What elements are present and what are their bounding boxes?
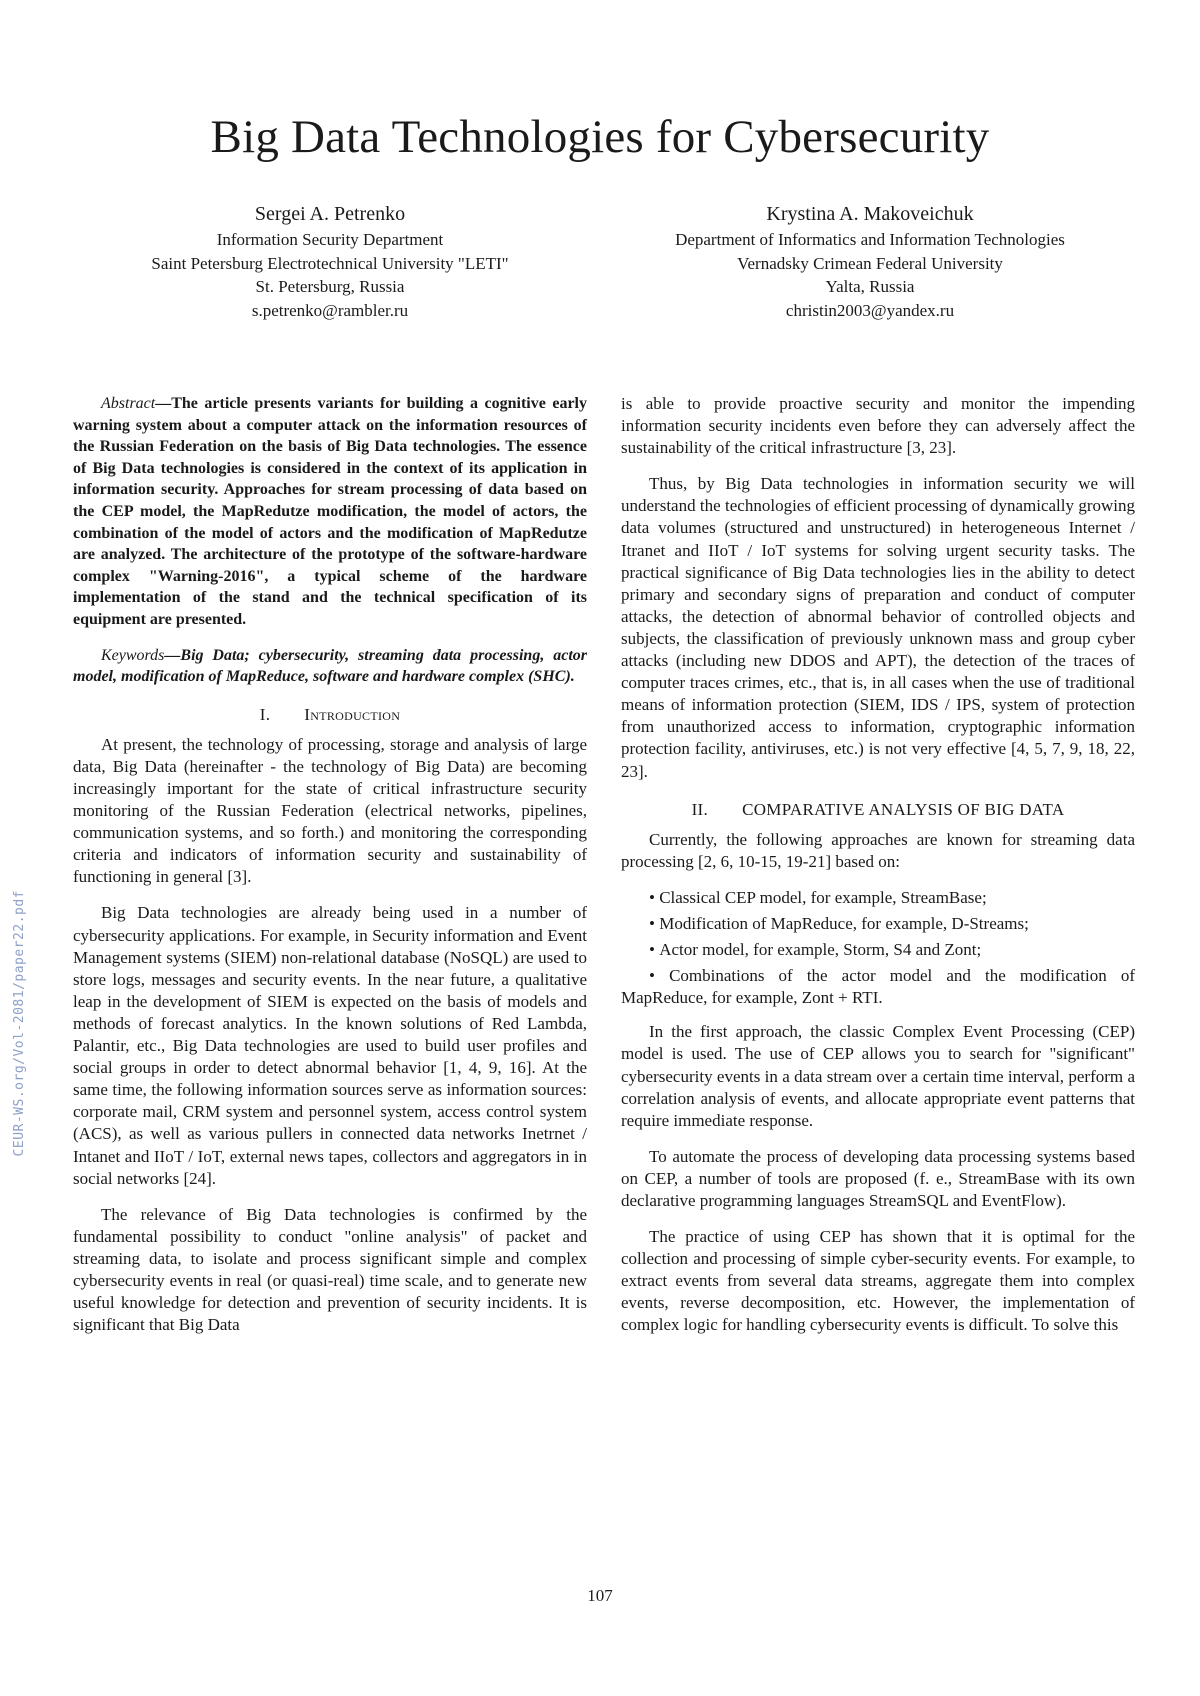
keywords-text: —Big Data; cybersecurity, streaming data processing, actor model, modification of MapReduce, software and hardware complex (SHC). bbox=[73, 646, 587, 686]
left-column bbox=[73, 393, 587, 1350]
page-number: 107 bbox=[587, 1586, 613, 1605]
paragraph: In the first approach, the classic Complex Event Processing (CEP) model is used. The use of CEP allows you to search for "significant" cybersecurity events in a data stream over a certain time interval, perform a correlation analysis of events, and allocate appropriate event patterns that require immediate response. bbox=[621, 1022, 1135, 1130]
author-block-1 bbox=[90, 200, 570, 322]
author-email: christin2003@yandex.ru bbox=[785, 300, 955, 320]
right-column bbox=[621, 393, 1135, 1351]
list-item: • Combinations of the actor model and the modification of MapReduce, for example, Zont + RTI. bbox=[621, 965, 1135, 1009]
section-heading-introduction bbox=[73, 704, 587, 726]
section-number: I. bbox=[259, 704, 271, 724]
author-name: Krystina A. Makoveichuk bbox=[766, 203, 974, 225]
abstract bbox=[73, 393, 587, 631]
author-university: Vernadsky Crimean Federal University bbox=[737, 253, 1003, 273]
paragraph: Thus, by Big Data technologies in information security we will understand the technologies of efficient processing of dynamically growing data volumes (structured and unstructured) in heterogeneous Internet / Itranet and IIoT / IoT systems for solving urgent security tasks. The practical significance of Big Data technologies lies in the ability to detect primary and secondary signs of preparation and conduct of computer attacks, the detection of abnormal behavior of controlled objects and subjects, the classification of previously unknown mass and group cyber attacks (including new DDOS and APT), the detection of the traces of computer traces crimes, etc., that is, in all cases when the use of traditional means of information protection (SIEM, IDS / IPS, system of protection from unauthorized access to information, cryptographic information protection facility, antiviruses, etc.) is not very effective [4, 5, 7, 9, 18, 22, 23]. bbox=[621, 474, 1135, 781]
section-title: COMPARATIVE ANALYSIS OF BIG DATA bbox=[742, 799, 1065, 819]
paragraph: To automate the process of developing data processing systems based on CEP, a number of tools are proposed (f. e., StreamBase with its own declarative programming languages StreamSQL and EventFlow). bbox=[621, 1146, 1135, 1210]
author-university: Saint Petersburg Electrotechnical University "LETI" bbox=[151, 253, 509, 273]
author-email: s.petrenko@rambler.ru bbox=[251, 300, 409, 320]
author-location: St. Petersburg, Russia bbox=[255, 277, 405, 296]
author-block-2 bbox=[620, 200, 1120, 322]
paragraph: The relevance of Big Data technologies is confirmed by the fundamental possibility to conduct "online analysis" of packet and streaming data, to isolate and process significant simple and complex cybersecurity events in real (or quasi-real) time scale, and to generate new useful knowledge for detection and prevention of security incidents. It is significant that Big Data bbox=[73, 1204, 587, 1335]
section-title: Introduction bbox=[304, 704, 401, 724]
author-name: Sergei A. Petrenko bbox=[254, 203, 406, 225]
paragraph: Big Data technologies are already being used in a number of cybersecurity applications. For example, in Security information and Event Management systems (SIEM) non-relational database (NoSQL) are used to store logs, messages and security events. In the near future, a qualitative leap in the development of SIEM is expected on the basis of models and methods of forecast analytics. In the known solutions of Red Lambda, Palantir, etc., Big Data technologies are used to build user profiles and social groups in order to detect abnormal behavior [1, 4, 9, 16]. At the same time, the following information sources serve as information sources: corporate mail, CRM system and personnel system, access control system (ACS), as well as various pullers in connected data networks Inetrnet / Intanet and IIoT / IoT, external news tapes, collectors and aggregators in in social networks [24]. bbox=[73, 903, 587, 1188]
author-department: Information Security Department bbox=[216, 230, 444, 249]
author-location: Yalta, Russia bbox=[825, 277, 915, 296]
paragraph-continuation: is able to provide proactive security and monitor the impending information security incidents even before they can adversely affect the sustainability of the critical infrastructure [3, 23]. bbox=[621, 394, 1135, 458]
source-watermark: CEUR-WS.org/Vol-2081/paper22.pdf bbox=[12, 890, 27, 1157]
list-item: • Classical CEP model, for example, StreamBase; bbox=[621, 887, 1135, 909]
section-heading-comparative-analysis bbox=[621, 799, 1135, 821]
paragraph: The practice of using CEP has shown that it is optimal for the collection and processing of simple cyber-security events. For example, to extract events from several data streams, aggregate them into complex events, reverse decomposition, etc. However, the implementation of complex logic for handling cybersecurity events is difficult. To solve this bbox=[621, 1227, 1135, 1335]
paragraph: At present, the technology of processing, storage and analysis of large data, Big Data (hereinafter - the technology of Big Data) are becoming increasingly important for the state of critical infrastructure security monitoring of the Russian Federation (electrical networks, pipelines, communication systems, and so forth.) and monitoring the corresponding criteria and indicators of information security and sustainability of functioning in general [3]. bbox=[73, 734, 587, 887]
keywords bbox=[73, 645, 587, 688]
approach-list bbox=[621, 887, 1135, 1009]
list-item: • Modification of MapReduce, for example, D-Streams; bbox=[621, 913, 1135, 935]
abstract-label: Abstract bbox=[101, 395, 156, 412]
section-number: II. bbox=[691, 799, 709, 819]
keywords-label: Keywords bbox=[101, 646, 165, 664]
list-item: • Actor model, for example, Storm, S4 and Zont; bbox=[621, 939, 1135, 961]
paragraph: Currently, the following approaches are known for streaming data processing [2, 6, 10-15, 19-21] based on: bbox=[621, 829, 1135, 871]
author-department: Department of Informatics and Information Technologies bbox=[675, 230, 1065, 249]
page-title: Big Data Technologies for Cybersecurity bbox=[210, 111, 990, 163]
abstract-text: —The article presents variants for building a cognitive early warning system about a computer attack on the information resources of the Russian Federation on the basis of Big Data technologies. The essence of Big Data technologies is considered in the context of its application in information security. Approaches for stream processing of data based on the CEP model, the MapRedutze modification, the model of actors, the combination of the model of actors and the modification of MapRedutze are analyzed. The architecture of the prototype of the software-hardware complex "Warning-2016", a typical scheme of the hardware implementation of the stand and the technical specification of its equipment are presented. bbox=[73, 395, 587, 628]
